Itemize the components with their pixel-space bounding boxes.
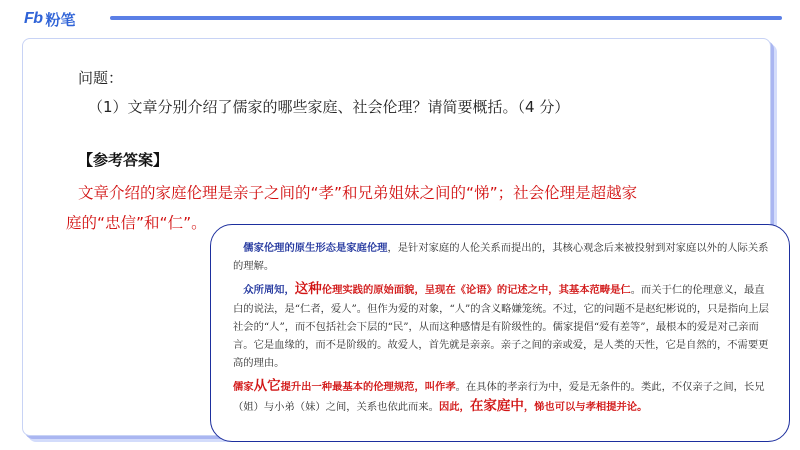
excerpt-p3-emphasis-3: 因此， [438, 400, 470, 413]
excerpt-p3-emphasis-4: ，悌也可以与孝相提并论。 [523, 400, 648, 413]
excerpt-p1-text: ，是针对家庭的人伦关系而提出的，其核心观念后来被投射到对家庭以外的人际关系的理解。 [233, 242, 769, 273]
header-rule [110, 16, 782, 20]
answer-heading: 【参考答案】 [78, 151, 169, 169]
excerpt-p2-lead: 众所周知， [243, 284, 295, 297]
excerpt-paragraph-2 [233, 280, 773, 372]
source-excerpt-callout [210, 224, 790, 442]
brand-mark: Fb [24, 10, 43, 27]
answer-line-1: 文章介绍的家庭伦理是亲子之间的“孝”和兄弟姐妹之间的“悌”；社会伦理是超越家 [78, 184, 638, 202]
excerpt-p3-emphasis-1: 儒家 [233, 381, 254, 394]
question-text: （1）文章分别介绍了儒家的哪些家庭、社会伦理？请简要概括。（4 分） [88, 98, 570, 116]
excerpt-paragraph-1 [233, 239, 773, 275]
excerpt-p1-emphasis: 儒家伦理的原生形态是家庭伦理 [243, 242, 388, 254]
excerpt-p2-emphasis: 伦理实践的原始面貌，呈现在《论语》的记述之中，其基本范畴是仁 [321, 284, 631, 297]
answer-line-2: 庭的“忠信”和“仁”。 [66, 214, 207, 232]
excerpt-p3-big-1: 从它 [253, 378, 281, 395]
excerpt-p3-emphasis-2: 提升出一种最基本的伦理规范，叫作孝 [280, 381, 456, 394]
brand-logo [24, 8, 76, 30]
excerpt-paragraph-3 [233, 377, 773, 415]
excerpt-p3-text: 。在具体的孝亲行为中，爱是无条件的。类此，不仅亲子之间，长兄（姐）与小弟（妹）之间，关系也依此而来。 [233, 381, 765, 413]
excerpt-p3-big-2: 在家庭中 [469, 397, 524, 414]
brand-name: 粉笔 [45, 10, 76, 29]
excerpt-p2-text: 。而关于仁的伦理意义，最直白的说法，是“仁者，爱人”。但作为爱的对象，“人”的含义略嫌笼统。不过，它的问题不是赵纪彬说的，只是指向上层社会的“人”，而不包括社会下层的“民”，从而这种感情是有阶级性的。儒家提倡“爱有差等”，最根本的爱是对己亲而言。它是血缘的，而不是阶级的。故爱人，首先就是亲亲。亲子之间的亲或爱，是人类的天性，它是自然的，不需要更高的理由。 [233, 284, 769, 370]
question-label: 问题： [78, 69, 124, 87]
excerpt-p2-big: 这种 [294, 281, 322, 298]
